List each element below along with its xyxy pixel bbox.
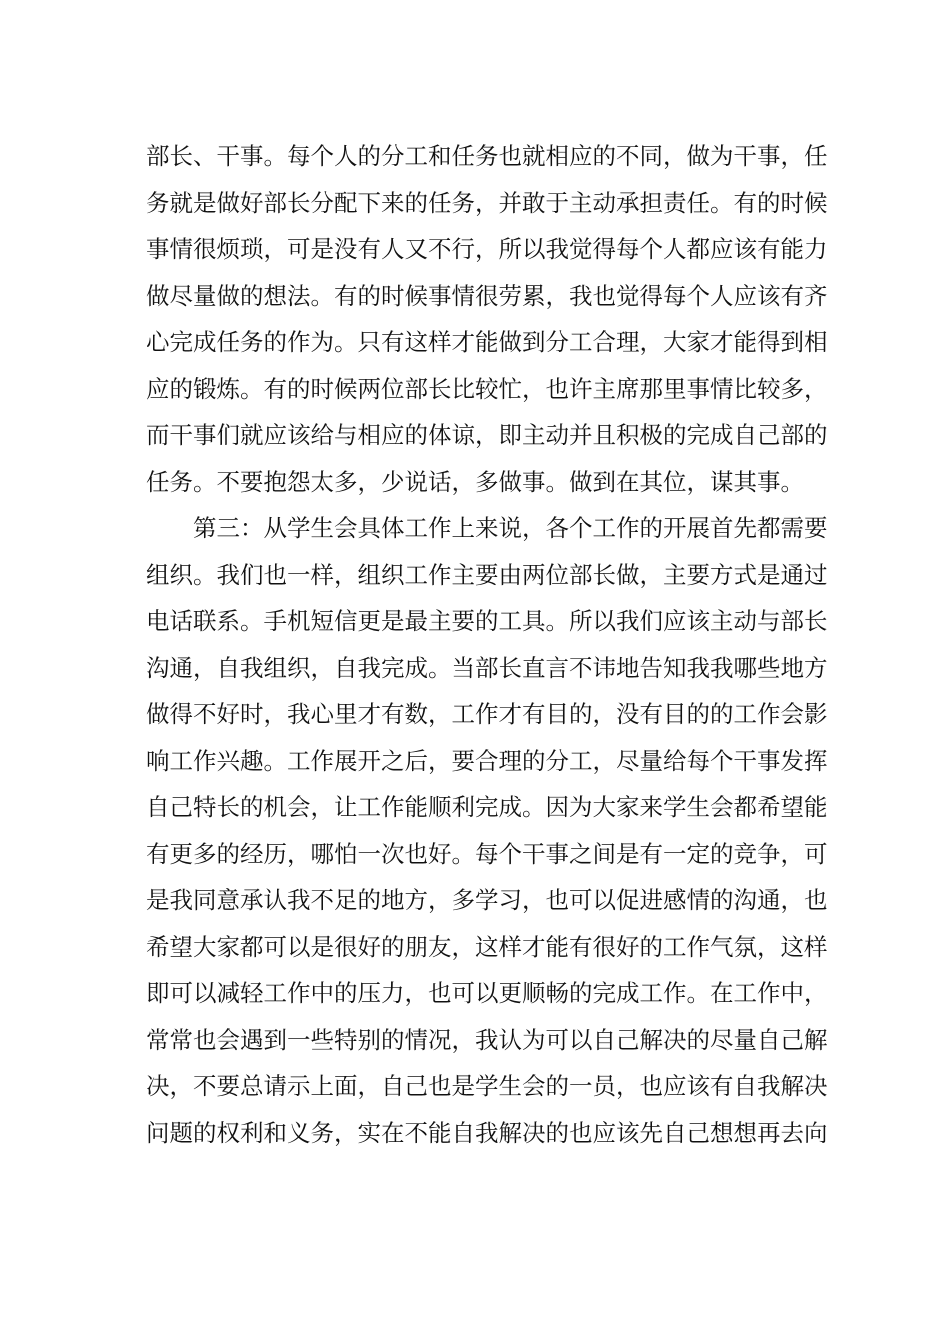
text-line: 响工作兴趣。工作展开之后，要合理的分工，尽量给每个干事发挥 [146, 746, 828, 775]
text-line: 希望大家都可以是很好的朋友，这样才能有很好的工作气氛，这样 [146, 932, 828, 961]
text-line: 是我同意承认我不足的地方，多学习，也可以促进感情的沟通，也 [146, 886, 828, 914]
text-line: 部长、干事。每个人的分工和任务也就相应的不同，做为干事，任 [146, 142, 828, 170]
text-line: 常常也会遇到一些特别的情况，我认为可以自己解决的尽量自己解 [146, 1025, 828, 1054]
text-line: 自己特长的机会，让工作能顺利完成。因为大家来学生会都希望能 [146, 793, 828, 821]
text-line: 心完成任务的作为。只有这样才能做到分工合理，大家才能得到相 [146, 328, 828, 356]
text-line: 电话联系。手机短信更是最主要的工具。所以我们应该主动与部长 [146, 607, 828, 635]
text-line: 做尽量做的想法。有的时候事情很劳累，我也觉得每个人应该有齐 [146, 281, 828, 310]
body-text [146, 133, 828, 1156]
text-line: 应的锻炼。有的时候两位部长比较忙，也许主席那里事情比较多， [146, 374, 828, 403]
text-line: 事情很烦琐，可是没有人又不行，所以我觉得每个人都应该有能力 [146, 235, 828, 263]
text-line: 沟通，自我组织，自我完成。当部长直言不讳地告知我我哪些地方 [146, 653, 828, 682]
text-line: 有更多的经历，哪怕一次也好。每个干事之间是有一定的竞争，可 [146, 839, 828, 868]
text-line: 即可以减轻工作中的压力，也可以更顺畅的完成工作。在工作中， [146, 979, 828, 1007]
text-line: 做得不好时，我心里才有数，工作才有目的，没有目的的工作会影 [146, 700, 828, 728]
text-line: 问题的权利和义务，实在不能自我解决的也应该先自己想想再去向 [146, 1118, 828, 1147]
text-line: 组织。我们也一样，组织工作主要由两位部长做，主要方式是通过 [146, 560, 828, 589]
text-line: 任务。不要抱怨太多，少说话，多做事。做到在其位，谋其事。 [146, 467, 804, 496]
text-line: 务就是做好部长分配下来的任务，并敢于主动承担责任。有的时候 [146, 188, 828, 217]
text-line: 决，不要总请示上面，自己也是学生会的一员，也应该有自我解决 [146, 1072, 828, 1100]
text-line: 而干事们就应该给与相应的体谅，即主动并且积极的完成自己部的 [146, 421, 828, 449]
paragraph-start-line: 第三：从学生会具体工作上来说，各个工作的开展首先都需要 [193, 514, 828, 542]
